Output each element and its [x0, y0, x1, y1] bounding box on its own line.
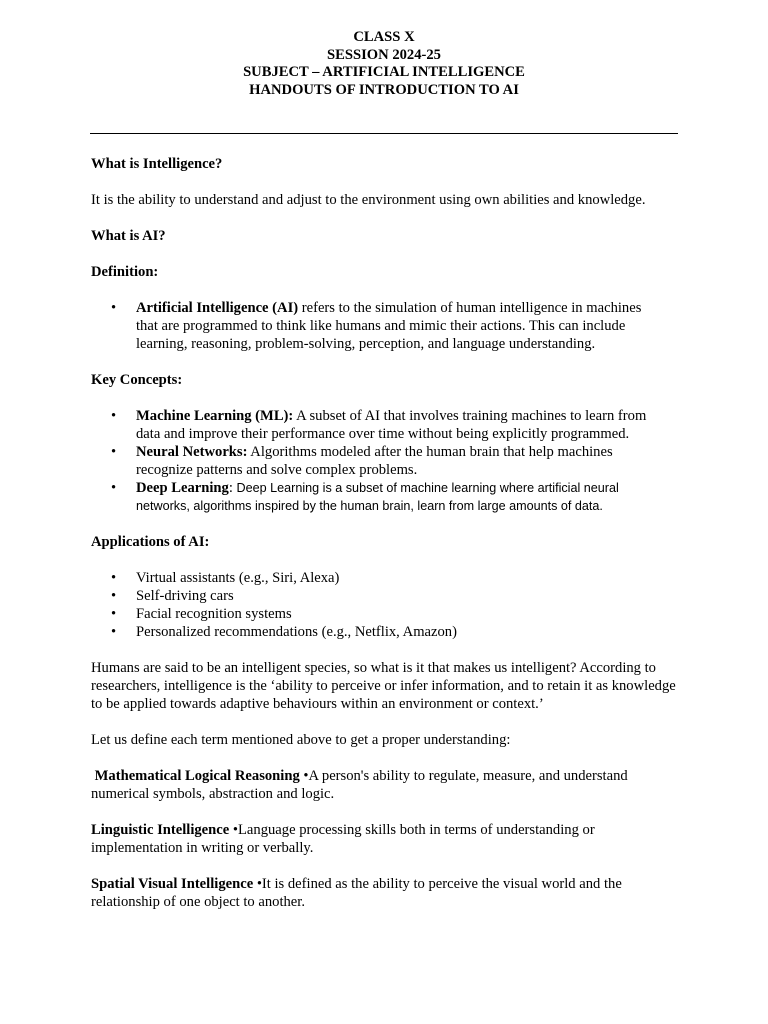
list-item: [91, 299, 656, 353]
concept-term: Machine Learning (ML):: [136, 408, 294, 424]
header-divider: [90, 133, 678, 134]
list-item: [91, 407, 666, 443]
concept-text: Deep Learning is a subset of machine learning where artificial neural networks, algorithms inspired by the human brain, learn from large amounts of data.: [136, 481, 619, 513]
define-paragraph: Let us define each term mentioned above to get a proper understanding:: [91, 732, 511, 748]
term-text: •A person's ability to regulate, measure, and understand numerical symbols, abstraction and logic.: [91, 768, 628, 802]
term-mathematical: [91, 767, 656, 803]
session-title: SESSION 2024-25: [327, 46, 441, 63]
term-label: Spatial Visual Intelligence: [91, 876, 254, 892]
list-item: [91, 479, 671, 515]
ai-heading: What is AI?: [91, 228, 166, 244]
applications-heading: Applications of AI:: [91, 534, 210, 550]
definition-list: [91, 299, 691, 353]
list-item: [91, 443, 636, 479]
definition-term: Artificial Intelligence (AI): [136, 300, 299, 316]
concept-text: Algorithms modeled after the human brain that help machines recognize patterns and solve complex problems.: [136, 444, 613, 478]
concept-term: Neural Networks:: [136, 444, 248, 460]
subject-title: SUBJECT – ARTIFICIAL INTELLIGENCE: [243, 64, 525, 80]
definition-heading: Definition:: [91, 264, 159, 280]
concept-text: A subset of AI that involves training machines to learn from data and improve their performance over time without being explicitly programmed.: [136, 408, 647, 442]
term-linguistic: [91, 821, 631, 857]
list-item: • Virtual assistants (e.g., Siri, Alexa): [91, 569, 691, 587]
list-item: • Personalized recommendations (e.g., Netflix, Amazon): [91, 623, 691, 641]
concept-term: Deep Learning: [136, 480, 229, 496]
term-label: Mathematical Logical Reasoning: [91, 768, 300, 784]
term-text: •It is defined as the ability to perceive the visual world and the relationship of one object to another.: [91, 876, 622, 910]
list-item: • Self-driving cars: [91, 587, 691, 605]
document-body: [91, 155, 691, 911]
term-text: •Language processing skills both in terms of understanding or implementation in writing or verbally.: [91, 822, 595, 856]
intelligence-text: It is the ability to understand and adjust to the environment using own abilities and knowledge.: [91, 192, 646, 208]
list-item: • Facial recognition systems: [91, 605, 691, 623]
humans-paragraph: Humans are said to be an intelligent species, so what is it that makes us intelligent? According to researchers, intelligence is the ‘ability to perceive or infer information, and to retain it as knowledge to be applied towards adaptive behaviours within an environment or context.’: [91, 660, 676, 712]
intelligence-heading: What is Intelligence?: [91, 156, 223, 172]
key-concepts-list: [91, 407, 691, 515]
concept-separator: :: [228, 480, 237, 496]
definition-text: refers to the simulation of human intelligence in machines that are programmed to think like humans and mimic their actions. This can include learning, reasoning, problem-solving, perception, and language understanding.: [136, 300, 642, 352]
handout-title: HANDOUTS OF INTRODUCTION TO AI: [249, 81, 519, 98]
term-spatial: [91, 875, 651, 911]
applications-list: [91, 569, 691, 641]
document-header: [0, 29, 768, 99]
class-title: CLASS X: [353, 29, 415, 45]
key-concepts-heading: Key Concepts:: [91, 372, 183, 388]
term-label: Linguistic Intelligence: [91, 822, 230, 838]
